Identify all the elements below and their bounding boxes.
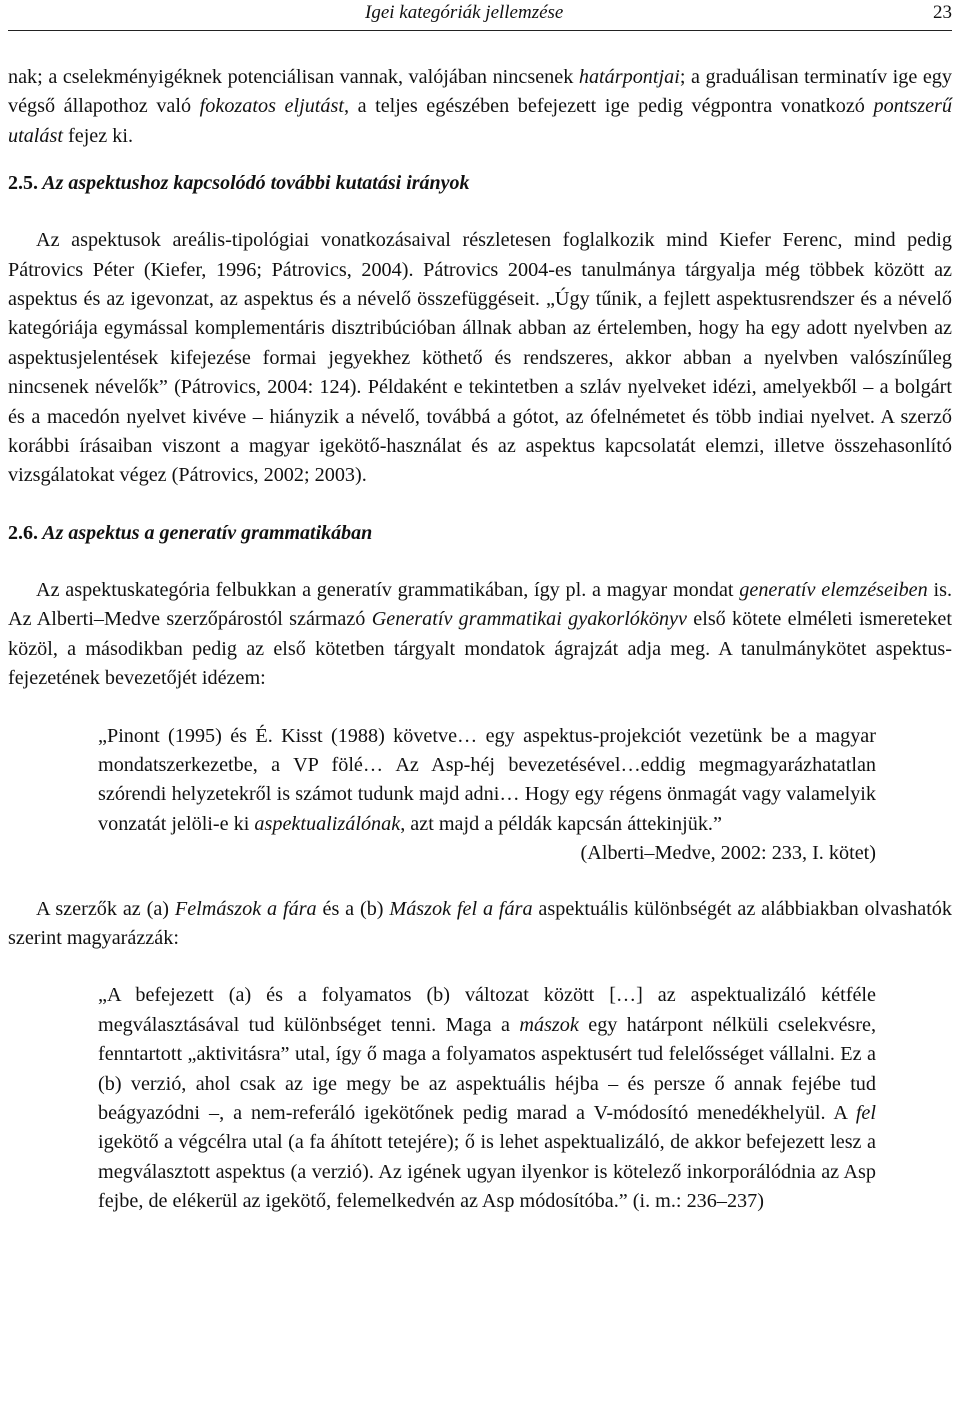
text-run: és a (b): [316, 897, 390, 920]
text-run: is. Az Alberti–Medve szerzőpárostól származó: [8, 578, 952, 631]
italic-term: pontszerű utalást: [8, 95, 952, 147]
text-run: egy határpont nélküli cselekvésre, fenntartott „aktivitásra” utal, így ő maga a folyamatos aspektusért tud felelősséget vállalni. Ez a (b) verzió, ahol csak az ige megy be az aspektuális héjba – és persze ő annak fejébe tud beágyazódni –, a nem-referáló igekötőnek pedig marad a V-módosító menedékhelyül. A: [98, 1013, 877, 1124]
text-run: első kötete elméleti ismereteket közöl, a másodikban pedig az első kötetben tárgyalt mondatok ágrajzát adja meg. A tanulmánykötet aspektus-fejezetének bevezetőjét idézem:: [8, 608, 952, 690]
italic-term: fel: [855, 1101, 876, 1124]
page-number: 23: [933, 2, 952, 23]
italic-term: mászok: [519, 1013, 579, 1036]
section-heading-2-5: [8, 169, 952, 198]
running-header-title: Igei kategóriák jellemzése: [365, 2, 564, 23]
text-run: ; a graduálisan terminatív ige egy végső állapothoz való: [8, 66, 952, 118]
paragraph-areal-typology: Az aspektusok areális-tipológiai vonatkozásaival részletesen foglalkozik mind Kiefer Ferenc, mind pedig Pátrovics Péter (Kiefer, 1996; Pátrovics, 2004). Pátrovics 2004-es tanulmánya tárgyalja még többek között az aspektus és az igevonzat, az aspektus és a névelő összefüggéseit. „Úgy tűnik, a fejlett aspektusrendszer és a névelő kategóriája egymással komplementáris disztribúcióban állnak abban az értelemben, hogy ha egy adott nyelvben az aspektusjelentések kifejezése formai jegyekhez köthető és rendszeres, akkor abban a nyelvben valószínűleg nincsenek névelők” (Pátrovics, 2004: 124). Példaként e tekintetben a szláv nyelveket idézi, amelyekből – a bolgárt és a macedón nyelvet kivéve – hiányzik a névelő, továbbá a gótot, az ófelnémetet és több indiai nyelvet. A szerző korábbi írásaiban viszont a magyar igekötő-használat és az aspektus kapcsolatát elemzi, illetve összehasonlító vizsgálatokat végez (Pátrovics, 2002; 2003).: [8, 229, 952, 487]
paragraph-continuation: [8, 63, 952, 151]
italic-example: Mászok fel a fára: [389, 897, 533, 920]
block-quote-1: [8, 722, 952, 840]
italic-term: generatív elemzéseiben: [739, 578, 928, 601]
block-quote-2: [8, 981, 952, 1216]
text-run: , a teljes egészében befejezett ige pedig végpontra vonatkozó: [343, 95, 874, 118]
section-title: Az aspektus a generatív grammatikában: [38, 521, 373, 544]
section-number: 2.5.: [8, 172, 38, 195]
text-run: „A befejezett (a) és a folyamatos (b) változat között […] az aspektualizáló kétféle megválasztásával tud különbséget tenni. Maga a: [98, 984, 876, 1036]
text-run: , azt majd a példák kapcsán áttekinjük.”: [400, 812, 722, 835]
section-title: Az aspektushoz kapcsolódó további kutatási irányok: [38, 172, 470, 195]
text-run: „Pinont (1995) és É. Kisst (1988) követve… egy aspektus-projekciót vezetünk be a magyar mondatszerkezetbe, a VP fölé… Az Asp-héj bevezetésével…eddig megmagyarázhatatlan szórendi helyzetekről is számot tudunk majd adni… Hogy egy régens önmagát vagy valamelyik vonzatát jelöli-e ki: [98, 724, 876, 835]
text-run: nak; a cselekményigéknek potenciálisan vannak, valójában nincsenek: [8, 66, 579, 88]
section-heading-2-6: [8, 519, 952, 548]
text-run: Az aspektuskategória felbukkan a generatív grammatikában, így pl. a magyar mondat: [36, 578, 740, 601]
text-run: A szerzők az (a): [36, 897, 175, 920]
italic-example: Felmászok a fára: [174, 897, 317, 920]
text-run: fejez ki.: [62, 124, 134, 147]
italic-term: fokozatos eljutást: [199, 95, 344, 118]
paragraph-generative-grammar: [8, 576, 952, 694]
italic-term: aspektualizálónak: [254, 812, 401, 835]
italic-book-title: Generatív grammatikai gyakorlókönyv: [371, 608, 687, 631]
text-run: igekötő a végcélra utal (a fa áhított tetejére); ő is lehet aspektualizáló, de akkor befejezett lesz a megválasztott aspektus (a verzió). Az igének ugyan ilyenkor is kötelező inkorporálódnia az Asp fejbe, de elékerül az igekötő, felemelkedvén az Asp módosítóba.” (i. m.: 236–237): [98, 1131, 876, 1213]
section-number: 2.6.: [8, 521, 38, 544]
page-body: [8, 63, 952, 1217]
italic-term: határpontjai: [578, 66, 680, 88]
quote-citation: (Alberti–Medve, 2002: 233, I. kötet): [580, 842, 876, 865]
running-header: [8, 0, 952, 31]
text-run: aspektuális különbségét az alábbiakban olvashatók szerint magyarázzák:: [8, 897, 952, 949]
paragraph-example-sentences: [8, 895, 952, 954]
